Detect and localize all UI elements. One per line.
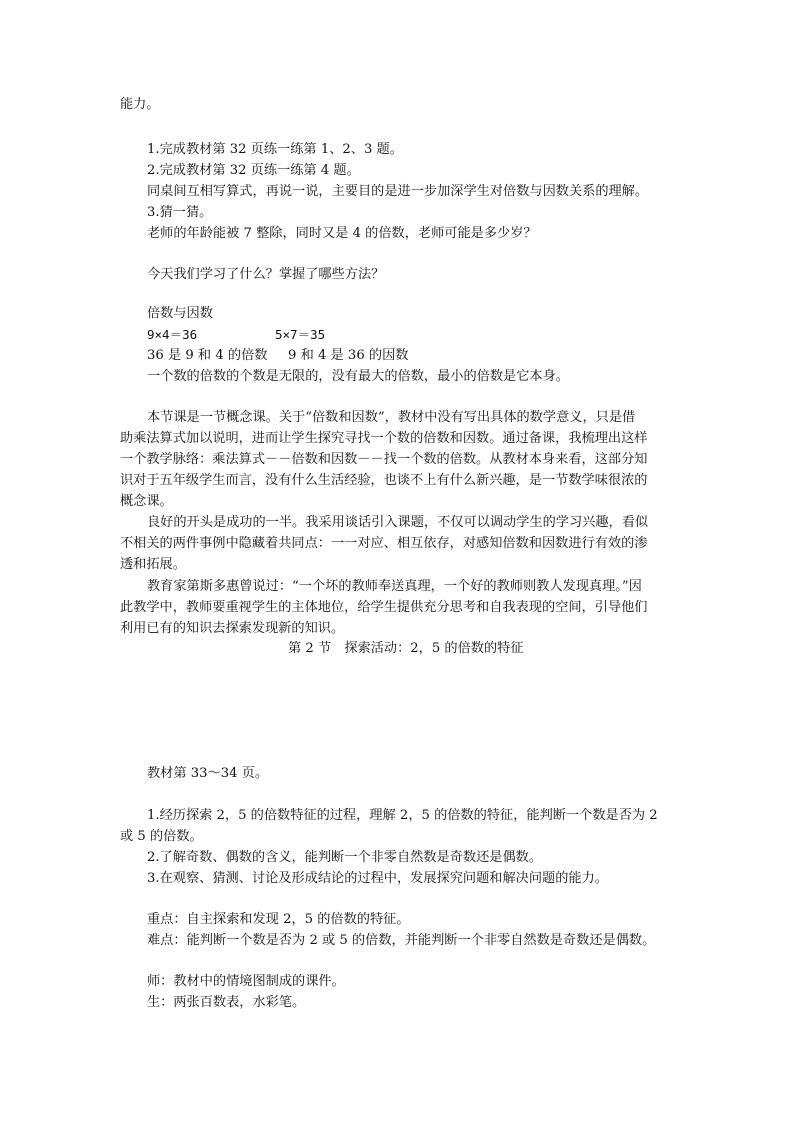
key-point: 重点：自主探索和发现 2，5 的倍数的特征。	[147, 912, 410, 927]
board-formula-a: 9×4＝36	[147, 327, 198, 342]
goal-2: 2.了解奇数、偶数的含义，能判断一个非零自然数是奇数还是偶数。	[147, 850, 543, 865]
reflection-p2-line-3: 透和拓展。	[120, 557, 186, 572]
board-title: 倍数与因数	[147, 306, 213, 321]
practice-item-1: 1.完成教材第 32 页练一练第 1、2、3 题。	[147, 142, 403, 157]
board-conclusion: 一个数的倍数的个数是无限的，没有最大的倍数，最小的倍数是它本身。	[147, 369, 569, 384]
reflection-p3-line-1: 教育家第斯多惠曾说过：“一个坏的教师奉送真理，一个好的教师则教人发现真理。”因	[147, 579, 642, 594]
goal-1-line-2: 或 5 的倍数。	[120, 829, 203, 844]
reflection-p2-line-2: 不相关的两件事例中隐藏着共同点：一一对应、相互依存，对感知倍数和因数进行有效的渗	[120, 536, 648, 551]
textbook-pages: 教材第 33～34 页。	[147, 766, 269, 781]
reflection-p3-line-3: 利用已有的知识去探索发现新的知识。	[120, 621, 345, 636]
practice-item-3: 3.猜一猜。	[147, 205, 213, 220]
reflection-p1-line-2: 助乘法算式加以说明，进而让学生探究寻找一个数的倍数和因数。通过备课，我梳理出这样	[120, 431, 648, 446]
board-relation-a: 36 是 9 和 4 的倍数	[147, 348, 268, 363]
ability-tail-text: 能力。	[120, 97, 160, 112]
reflection-p1-line-4: 识对于五年级学生而言，没有什么生活经验，也谈不上有什么新兴趣，是一节数学味很浓的	[120, 473, 648, 488]
reflection-p1-line-5: 概念课。	[120, 494, 173, 509]
student-preparation: 生：两张百数表，水彩笔。	[147, 995, 306, 1010]
board-formula-b: 5×7＝35	[275, 327, 326, 342]
practice-item-2: 2.完成教材第 32 页练一练第 4 题。	[147, 163, 360, 178]
teacher-preparation: 师：教材中的情境图制成的课件。	[147, 974, 345, 989]
practice-item-2-note: 同桌间互相写算式，再说一说，主要目的是进一步加深学生对倍数与因数关系的理解。	[147, 184, 649, 199]
goal-1-line-1: 1.经历探索 2，5 的倍数特征的过程，理解 2，5 的倍数的特征，能判断一个数是否为 2	[147, 808, 658, 823]
reflection-p2-line-1: 良好的开头是成功的一半。我采用谈话引入课题，不仅可以调动学生的学习兴趣，看似	[147, 515, 649, 530]
board-relation-b: 9 和 4 是 36 的因数	[288, 348, 409, 363]
practice-item-3-question: 老师的年龄能被 7 整除，同时又是 4 的倍数，老师可能是多少岁？	[147, 226, 537, 241]
reflection-p1-line-1: 本节课是一节概念课。关于“倍数和因数”，教材中没有写出具体的数学意义，只是借	[147, 410, 636, 425]
difficulty-point: 难点：能判断一个数是否为 2 或 5 的倍数，并能判断一个非零自然数是奇数还是偶数。	[147, 933, 656, 948]
goal-3: 3.在观察、猜测、讨论及形成结论的过程中，发展探究问题和解决问题的能力。	[147, 871, 608, 886]
section-heading: 第 2 节 探索活动：2，5 的倍数的特征	[288, 641, 524, 656]
reflection-p1-line-3: 一个教学脉络：乘法算式－－倍数和因数－－找一个数的倍数。从教材本身来看，这部分知	[120, 452, 648, 467]
reflection-p3-line-2: 此教学中，教师要重视学生的主体地位，给学生提供充分思考和自我表现的空间，引导他们	[120, 600, 648, 615]
summary-question: 今天我们学习了什么？掌握了哪些方法？	[147, 267, 385, 282]
